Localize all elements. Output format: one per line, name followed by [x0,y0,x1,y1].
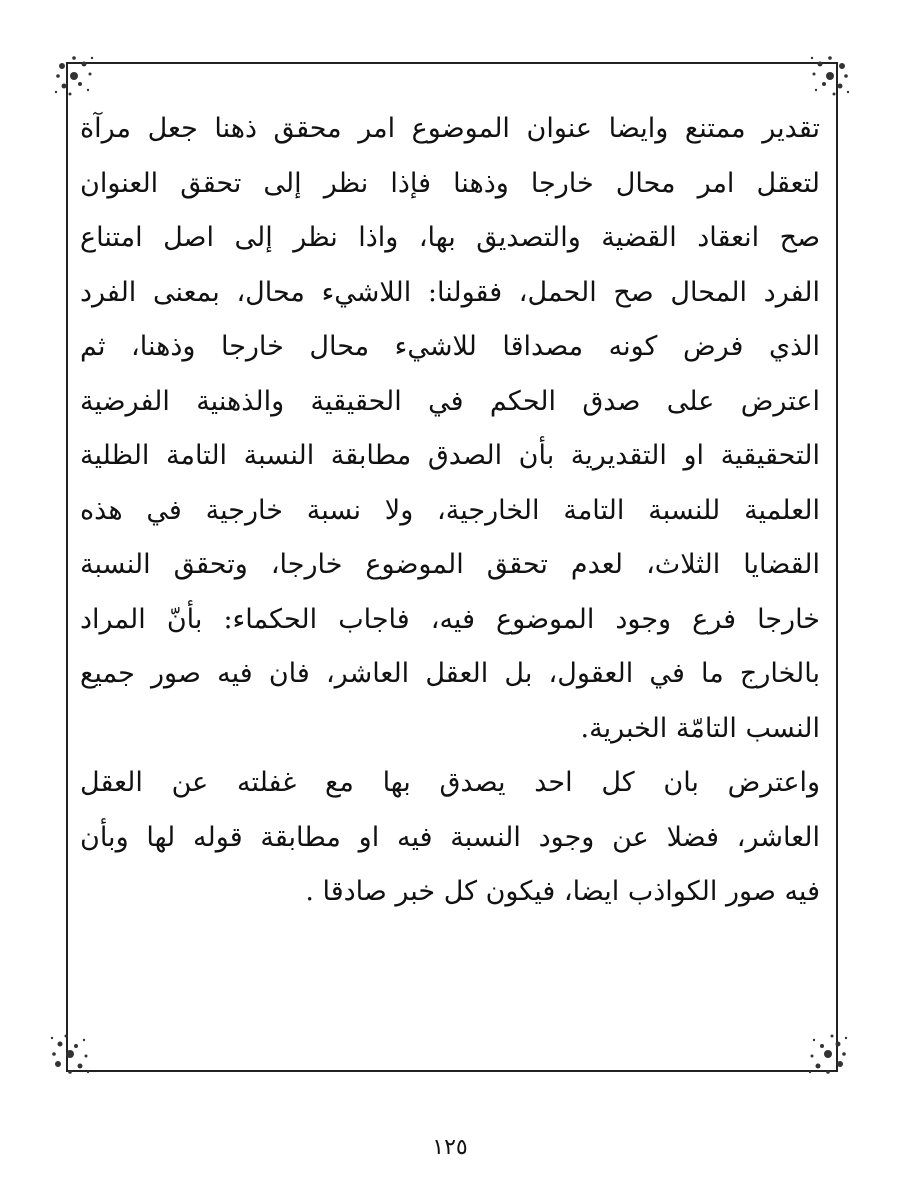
text-line: الذي فرض كونه مصداقا للاشيء محال خارجا وذهنا، ثم [80,331,820,362]
text-line: النسب التامّة الخبرية. [580,712,820,744]
text-line: العاشر، فضلا عن وجود النسبة فيه او مطابقة قوله لها وبأن [80,821,820,853]
text-line: فيه صور الكواذب ايضا، فيكون كل خبر صادقا . [305,876,820,907]
page-number: ١٢٥ [432,1135,468,1160]
text-line: اعترض على صدق الحكم في الحقيقية والذهنية الفرضية [80,385,820,417]
corner-ornament-bottom-left [46,1030,94,1078]
text-line: واعترض بان كل احد يصدق بها مع غفلته عن العقل [80,767,820,798]
text-line: القضايا الثلاث، لعدم تحقق الموضوع خارجا، وتحقق النسبة [80,549,820,580]
corner-ornament-bottom-right [804,1030,852,1078]
text-line: بالخارج ما في العقول، بل العقل العاشر، فان فيه صور جميع [80,658,820,689]
text-line: العلمية للنسبة التامة الخارجية، ولا نسبة خارجية في هذه [80,494,820,526]
corner-ornament-top-right [806,52,854,100]
body-text [80,102,820,920]
text-line: صح انعقاد القضية والتصديق بها، واذا نظر إلى اصل امتناع [80,222,820,253]
text-line: تقدير ممتنع وايضا عنوان الموضوع امر محقق ذهنا جعل مرآة [80,113,820,144]
text-line: الفرد المحال صح الحمل، فقولنا: اللاشيء محال، بمعنى الفرد [80,276,820,308]
text-line: خارجا فرع وجود الموضوع فيه، فاجاب الحكماء: بأنّ المراد [80,603,820,635]
text-line: التحقيقية او التقديرية بأن الصدق مطابقة النسبة التامة الظلية [80,440,820,471]
text-line: لتعقل امر محال خارجا وذهنا فإذا نظر إلى تحقق العنوان [80,167,820,199]
corner-ornament-top-left [50,52,98,100]
